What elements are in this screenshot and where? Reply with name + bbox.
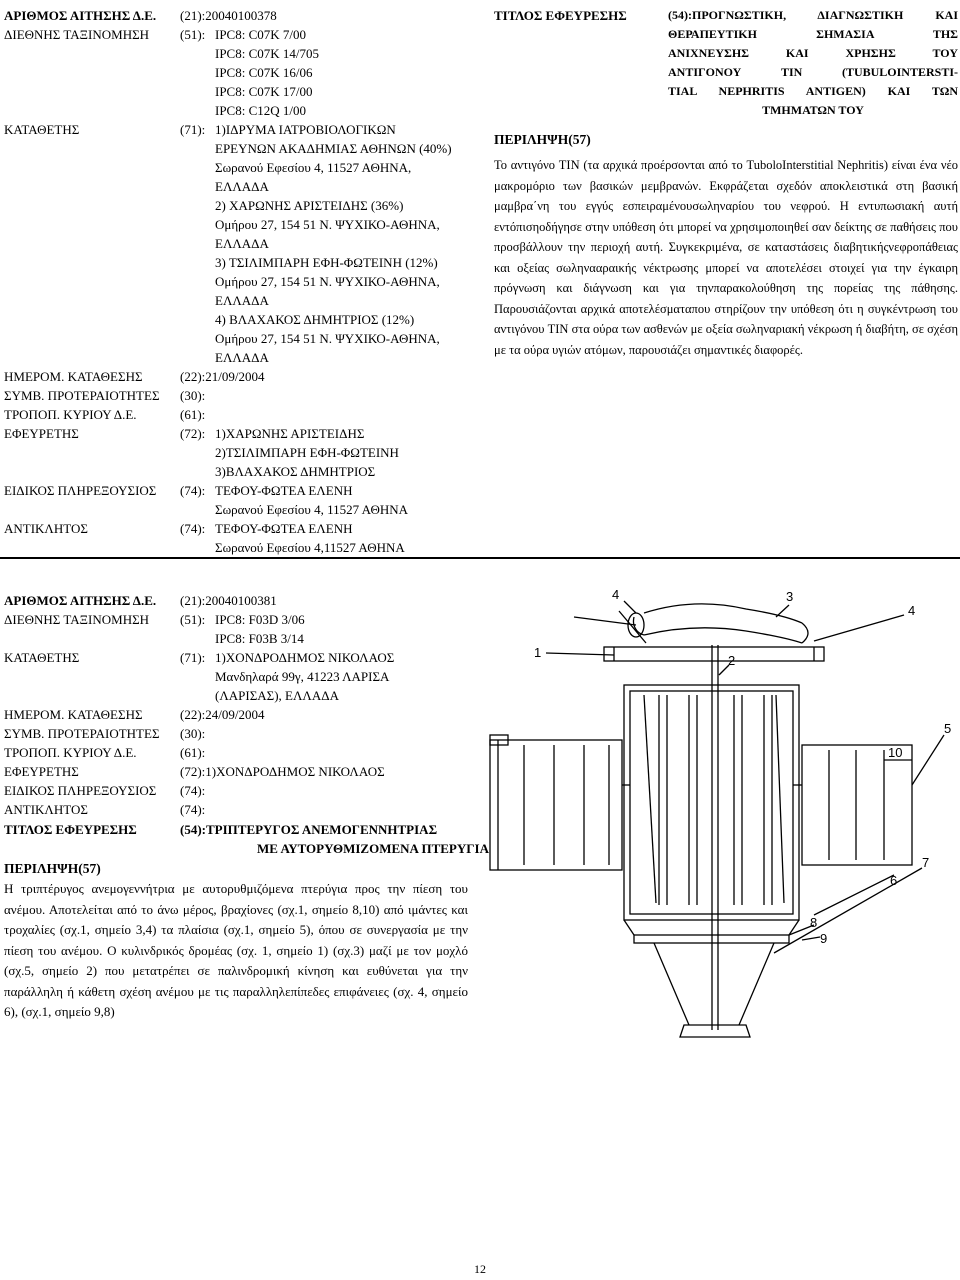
priority-label: ΣΥΜΒ. ΠΡΟΤΕΡΑΙΟΤΗΤΕΣ bbox=[4, 726, 160, 741]
app-number-value: (21):20040100381 bbox=[180, 593, 277, 608]
drawing-line bbox=[624, 920, 634, 935]
applicant-line: ΕΛΛΑΔΑ bbox=[215, 293, 269, 308]
filing-date-value: (22):24/09/2004 bbox=[180, 707, 265, 722]
applicant-line: 2) ΧΑΡΩΝΗΣ ΑΡΙΣΤΕΙΔΗΣ (36%) bbox=[215, 198, 404, 213]
base bbox=[680, 1025, 750, 1037]
drawing-label: 4 bbox=[612, 587, 620, 602]
classification-code: (51): bbox=[180, 27, 206, 42]
applicant-line: ΕΛΛΑΔΑ bbox=[215, 350, 269, 365]
leader-line bbox=[814, 875, 894, 915]
agent-line: ΤΕΦΟΥ-ΦΩΤΕΑ ΕΛΕΝΗ bbox=[215, 521, 353, 536]
drawing-label: 1 bbox=[534, 645, 542, 660]
applicant-line: Σωρανού Εφεσίου 4, 11527 ΑΘΗΝΑ, bbox=[215, 160, 412, 175]
leader-line bbox=[774, 868, 922, 953]
top-crossbar bbox=[604, 647, 824, 661]
owner-change-value: (61): bbox=[180, 745, 206, 760]
title-line: ΑΝΤΙΓΟΝΟΥ TIN (TUBULOINTERSTI- bbox=[668, 65, 958, 79]
agent-label: ΑΝΤΙΚΛΗΤΟΣ bbox=[4, 521, 88, 536]
applicant-line: ΕΛΛΑΔΑ bbox=[215, 179, 269, 194]
applicant-line: 3) ΤΣΙΛΙΜΠΑΡΗ ΕΦΗ-ΦΩΤΕΙΝΗ (12%) bbox=[215, 255, 438, 270]
drawing-label: 3 bbox=[786, 589, 794, 604]
inventor-label: ΕΦΕΥΡΕΤΗΣ bbox=[4, 426, 79, 441]
attorney-code: (74): bbox=[180, 483, 206, 498]
leader-line bbox=[776, 605, 789, 617]
classification-label: ΔΙΕΘΝΗΣ ΤΑΞΙΝΟΜΗΣΗ bbox=[4, 27, 150, 42]
priority-value: (30): bbox=[180, 726, 206, 741]
drawing-label: 8 bbox=[810, 915, 818, 930]
applicant-line: Μανδηλαρά 99γ, 41223 ΛΑΡΙΣΑ bbox=[215, 669, 390, 684]
classification-label: ΔΙΕΘΝΗΣ ΤΑΞΙΝΟΜΗΣΗ bbox=[4, 612, 150, 627]
vane bbox=[776, 695, 784, 903]
drawing-label: 7 bbox=[922, 855, 930, 870]
support-leg bbox=[739, 943, 774, 1025]
filing-date-label: ΗΜΕΡΟΜ. ΚΑΤΑΘΕΣΗΣ bbox=[4, 707, 143, 722]
applicant-line: 1)ΙΔΡΥΜΑ ΙΑΤΡΟΒΙΟΛΟΓΙΚΩΝ bbox=[215, 122, 396, 137]
drawing-line bbox=[644, 628, 802, 643]
drawing-label: 5 bbox=[944, 721, 952, 736]
applicant-line: 1)ΧΟΝΔΡΟΔΗΜΟΣ ΝΙΚΟΛΑΟΣ bbox=[215, 650, 395, 665]
applicant-line: (ΛΑΡΙΣΑΣ), ΕΛΛΑΔΑ bbox=[215, 688, 339, 703]
section-divider bbox=[0, 557, 960, 559]
applicant-label: ΚΑΤΑΘΕΤΗΣ bbox=[4, 122, 80, 137]
applicant-line: Ομήρου 27, 154 51 Ν. ΨΥΧΙΚΟ-ΑΘΗΝΑ, bbox=[215, 217, 440, 232]
wind-turbine-drawing bbox=[484, 585, 960, 1060]
drawing-label: 9 bbox=[820, 931, 828, 946]
classification-item: IPC8: F03D 3/06 bbox=[215, 612, 305, 627]
applicant-line: Ομήρου 27, 154 51 Ν. ΨΥΧΙΚΟ-ΑΘΗΝΑ, bbox=[215, 331, 440, 346]
left-blade-frame bbox=[490, 740, 622, 870]
title-label: ΤΙΤΛΟΣ ΕΦΕΥΡΕΣΗΣ bbox=[4, 822, 137, 837]
title-line: ΤΜΗΜΑΤΩΝ ΤΟΥ bbox=[762, 103, 864, 117]
app-number-value: (21):20040100378 bbox=[180, 8, 277, 23]
title-line: (54):ΠΡΟΓΝΩΣΤΙΚΗ, ΔΙΑΓΝΩΣΤΙΚΗ ΚΑΙ bbox=[668, 8, 958, 22]
applicant-line: ΕΛΛΑΔΑ bbox=[215, 236, 269, 251]
priority-value: (30): bbox=[180, 388, 206, 403]
owner-change-label: ΤΡΟΠΟΠ. ΚΥΡΙΟΥ Δ.Ε. bbox=[4, 745, 137, 760]
inventor-code: (72): bbox=[180, 426, 206, 441]
drawing-line bbox=[802, 623, 808, 643]
abstract-label: ΠΕΡΙΛΗΨΗ(57) bbox=[4, 861, 101, 876]
agent-value: (74): bbox=[180, 802, 206, 817]
inventor-line: 3)ΒΛΑΧΑΚΟΣ ΔΗΜΗΤΡΙΟΣ bbox=[215, 464, 376, 479]
agent-code: (74): bbox=[180, 521, 206, 536]
title-label: ΤΙΤΛΟΣ ΕΦΕΥΡΕΣΗΣ bbox=[494, 8, 627, 23]
classification-item: IPC8: C07K 16/06 bbox=[215, 65, 313, 80]
applicant-line: 4) ΒΛΑΧΑΚΟΣ ΔΗΜΗΤΡΙΟΣ (12%) bbox=[215, 312, 415, 327]
attorney-label: ΕΙΔΙΚΟΣ ΠΛΗΡΕΞΟΥΣΙΟΣ bbox=[4, 483, 157, 498]
attorney-line: ΤΕΦΟΥ-ΦΩΤΕΑ ΕΛΕΝΗ bbox=[215, 483, 353, 498]
attorney-line: Σωρανού Εφεσίου 4, 11527 ΑΘΗΝΑ bbox=[215, 502, 409, 517]
app-number-label: ΑΡΙΘΜΟΣ ΑΙΤΗΣΗΣ Δ.Ε. bbox=[4, 593, 157, 608]
leader-line bbox=[912, 735, 944, 785]
agent-label: ΑΝΤΙΚΛΗΤΟΣ bbox=[4, 802, 88, 817]
right-blade-frame bbox=[802, 745, 912, 865]
drawing-label: 6 bbox=[890, 873, 898, 888]
title-line: ΘΕΡΑΠΕΥΤΙΚΗ ΣΗΜΑΣΙΑ ΤΗΣ bbox=[668, 27, 958, 41]
inventor-line: 2)ΤΣΙΛΙΜΠΑΡΗ ΕΦΗ-ΦΩΤΕΙΝΗ bbox=[215, 445, 399, 460]
title-line: (54):ΤΡΙΠΤΕΡΥΓΟΣ ΑΝΕΜΟΓΕΝΝΗΤΡΙΑΣ bbox=[180, 822, 438, 837]
leader-line bbox=[814, 615, 904, 641]
inventor-value: (72):1)ΧΟΝΔΡΟΔΗΜΟΣ ΝΙΚΟΛΑΟΣ bbox=[180, 764, 385, 779]
filing-date-value: (22):21/09/2004 bbox=[180, 369, 265, 384]
applicant-line: ΕΡΕΥΝΩΝ ΑΚΑΔΗΜΙΑΣ ΑΘΗΝΩΝ (40%) bbox=[215, 141, 452, 156]
applicant-label: ΚΑΤΑΘΕΤΗΣ bbox=[4, 650, 80, 665]
page-number: 12 bbox=[474, 1262, 486, 1276]
attorney-label: ΕΙΔΙΚΟΣ ΠΛΗΡΕΞΟΥΣΙΟΣ bbox=[4, 783, 157, 798]
applicant-code: (71): bbox=[180, 650, 206, 665]
classification-code: (51): bbox=[180, 612, 206, 627]
classification-item: IPC8: C07K 14/705 bbox=[215, 46, 320, 61]
filing-date-label: ΗΜΕΡΟΜ. ΚΑΤΑΘΕΣΗΣ bbox=[4, 369, 143, 384]
leader-line bbox=[802, 937, 820, 940]
inventor-label: ΕΦΕΥΡΕΤΗΣ bbox=[4, 764, 79, 779]
owner-change-value: (61): bbox=[180, 407, 206, 422]
applicant-code: (71): bbox=[180, 122, 206, 137]
title-line: ΑΝΙΧΝΕΥΣΗΣ ΚΑΙ ΧΡΗΣΗΣ ΤΟΥ bbox=[668, 46, 958, 60]
attorney-value: (74): bbox=[180, 783, 206, 798]
abstract-label: ΠΕΡΙΛΗΨΗ(57) bbox=[494, 132, 591, 147]
drawing-label: 10 bbox=[888, 745, 903, 760]
drawing-label: 2 bbox=[728, 653, 736, 668]
vane bbox=[644, 695, 656, 903]
owner-change-label: ΤΡΟΠΟΠ. ΚΥΡΙΟΥ Δ.Ε. bbox=[4, 407, 137, 422]
priority-label: ΣΥΜΒ. ΠΡΟΤΕΡΑΙΟΤΗΤΕΣ bbox=[4, 388, 160, 403]
abstract-text: Το αντιγόνο TIN (τα αρχικά προέρσονται από το TuboloInterstitial Nephritis) είναι ένα νέο μακρομόριο των βασικών μεμβρανών. Εκφράζεται σχεδόν αποκλειστικά στη βασική μαμβρα΄νη του εγγύς εσπειραμένουσωληναρίου του νεφρού. Η εντυπωσιακή αυτή εντόπισηοδήγησε στην υπόθεση ότι μπορεί να χρησιμοποιηθεί σαν δείκτης σε παθήσεις που προσβάλλουν την περιοχή αυτή. Συγκεκριμένα, σε καταστάσεις διαβητικήςνεφροπάθειας και οξείας σωληνααραικής νέκτρωσης μπορεί να αποτελέσει στοιχεί για την έγκαιρη πρόγνωση και διάγνωση και για τηνπαρακολούθηση της πορείας της πάθησης. Παρουσιάζονται αρχικά αποτελέσματαπου στηρίζουν την υπόθεση ότι η συγκέντρωση του αντιγόνου TIN στα ούρα των ασθενών με οξεία σωληναριακή νέκρωση ή διαβήτη, σε σχέση με τα ούρα υγιών ατόμων, παρουσιάζει σημαντικές διαφορές. bbox=[494, 158, 958, 357]
support-leg bbox=[654, 943, 689, 1025]
agent-line: Σωρανού Εφεσίου 4,11527 ΑΘΗΝΑ bbox=[215, 540, 405, 555]
classification-item: IPC8: C07K 7/00 bbox=[215, 27, 307, 42]
inventor-line: 1)ΧΑΡΩΝΗΣ ΑΡΙΣΤΕΙΔΗΣ bbox=[215, 426, 365, 441]
title-line: TIAL NEPHRITIS ANTIGEN) ΚΑΙ ΤΩΝ bbox=[668, 84, 958, 98]
applicant-line: Ομήρου 27, 154 51 Ν. ΨΥΧΙΚΟ-ΑΘΗΝΑ, bbox=[215, 274, 440, 289]
classification-item: IPC8: C12Q 1/00 bbox=[215, 103, 307, 118]
title-line: ΜΕ ΑΥΤΟΡΥΘΜΙΖΟΜΕΝΑ ΠΤΕΡΥΓΙΑ bbox=[257, 841, 489, 856]
classification-item: IPC8: C07K 17/00 bbox=[215, 84, 313, 99]
classification-item: IPC8: F03B 3/14 bbox=[215, 631, 304, 646]
abstract-text: Η τριπτέρυγος ανεμογεννήτρια με αυτορυθμιζόμενα πτερύγια προς την πίεση του ανέμου. Αποτελείται από το άνω μέρος, βραχίονες (σχ.1, σημείο 8,10) από ιμάντες και τροχαλίες (σχ.1, σημείο 3,4) τα πλαίσια (σχ.1, σημείο 5), όπου σε συνεργασία με την πίεση του ανέμου. Ο κυλινδρικός δρομέας (σχ. 1, σημείο 1) (σχ.3) μαζί με τον μοχλό (σχ.5, σημείο 2) που μετατρέπει σε παλινδρομική κίνηση και ευθύνεται για την παράλληλη ή κάθετη σχέση ανέμου με τις παραλληλεπίπεδες επιφάνειες (σχ. 4, σημείο 6), (σχ.1, σημείο 9,8) bbox=[4, 881, 468, 1019]
drawing-line bbox=[644, 604, 802, 623]
drawing-label: 4 bbox=[908, 603, 916, 618]
leader-line bbox=[624, 601, 636, 613]
app-number-label: ΑΡΙΘΜΟΣ ΑΙΤΗΣΗΣ Δ.Ε. bbox=[4, 8, 157, 23]
